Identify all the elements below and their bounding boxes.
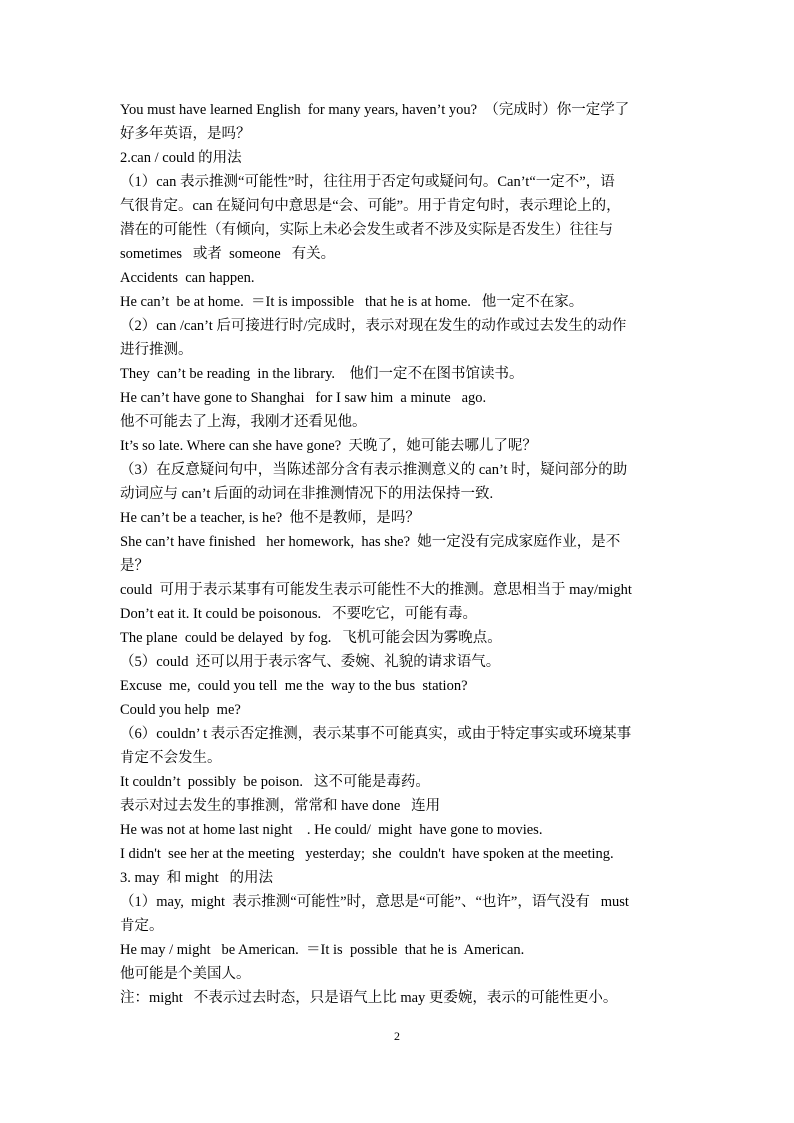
text-line: She can’t have finished her homework, has she? 她一定没有完成家庭作业，是不	[120, 534, 621, 550]
text-line: 表示对过去发生的事推测，常常和 have done 连用	[120, 798, 441, 814]
text-line: 气很肯定。can 在疑问句中意思是“会、可能”。用于肯定句时，表示理论上的，	[120, 198, 621, 214]
text-line: （1）can 表示推测“可能性”时，往往用于否定句或疑问句。Can’t“一定不”，语	[120, 174, 615, 190]
text-line: 动词应与 can’t 后面的动词在非推测情况下的用法保持一致.	[120, 486, 494, 502]
text-line: sometimes 或者 someone 有关。	[120, 246, 336, 262]
text-line: 他可能是个美国人。	[120, 966, 251, 982]
text-line: Accidents can happen.	[120, 270, 255, 286]
text-line: Don’t eat it. It could be poisonous. 不要吃它，可能有毒。	[120, 606, 477, 622]
text-line: He was not at home last night . He could/ might have gone to movies.	[120, 822, 543, 838]
text-line: 2.can / could 的用法	[120, 150, 242, 166]
text-line: （2）can /can’t 后可接进行时/完成时，表示对现在发生的动作或过去发生的动作	[120, 318, 627, 334]
text-line: （6）couldn’ t 表示否定推测，表示某事不可能真实，或由于特定事实或环境某事	[120, 726, 632, 742]
text-line: 肯定不会发生。	[120, 750, 222, 766]
text-line: Could you help me?	[120, 702, 241, 718]
text-line: 潜在的可能性（有倾向，实际上未必会发生或者不涉及实际是否发生）往往与	[120, 222, 613, 238]
text-line: They can’t be reading in the library. 他们一定不在图书馆读书。	[120, 366, 524, 382]
text-line: 肯定。	[120, 918, 164, 934]
text-line: could 可用于表示某事有可能发生表示可能性不大的推测。意思相当于 may/might	[120, 582, 632, 598]
text-line: 注：might 不表示过去时态，只是语气上比 may 更委婉，表示的可能性更小。	[120, 990, 618, 1006]
text-line: He may / might be American. ＝It is possible that he is American.	[120, 942, 525, 958]
text-line: 是？	[120, 558, 149, 574]
text-line: 进行推测。	[120, 342, 193, 358]
page-number: 2	[394, 1029, 400, 1043]
text-line: He can’t be a teacher, is he? 他不是教师，是吗？	[120, 510, 420, 526]
text-line: It couldn’t possibly be poison. 这不可能是毒药。	[120, 774, 430, 790]
text-line: It’s so late. Where can she have gone? 天晚了，她可能去哪儿了呢？	[120, 438, 537, 454]
text-line: The plane could be delayed by fog. 飞机可能会因为雾晚点。	[120, 630, 502, 646]
text-line: He can’t be at home. ＝It is impossible that he is at home. 他一定不在家。	[120, 294, 584, 310]
text-line: Excuse me, could you tell me the way to the bus station?	[120, 678, 468, 694]
text-line: （5）could 还可以用于表示客气、委婉、礼貌的请求语气。	[120, 654, 501, 670]
text-line: He can’t have gone to Shanghai for I saw him a minute ago.	[120, 390, 487, 406]
text-line: 好多年英语，是吗？	[120, 126, 251, 142]
document-body	[120, 98, 678, 1010]
text-line: 3. may 和 might 的用法	[120, 870, 274, 886]
text-line: （1）may, might 表示推测“可能性”时，意思是“可能”、“也许”，语气没有 must	[120, 894, 629, 910]
text-line: 他不可能去了上海，我刚才还看见他。	[120, 414, 367, 430]
text-line: You must have learned English for many years, haven’t you? （完成时）你一定学了	[120, 102, 630, 118]
text-line: I didn't see her at the meeting yesterday; she couldn't have spoken at the meeting.	[120, 846, 614, 862]
text-line: （3）在反意疑问句中，当陈述部分含有表示推测意义的 can’t 时，疑问部分的助	[120, 462, 628, 478]
